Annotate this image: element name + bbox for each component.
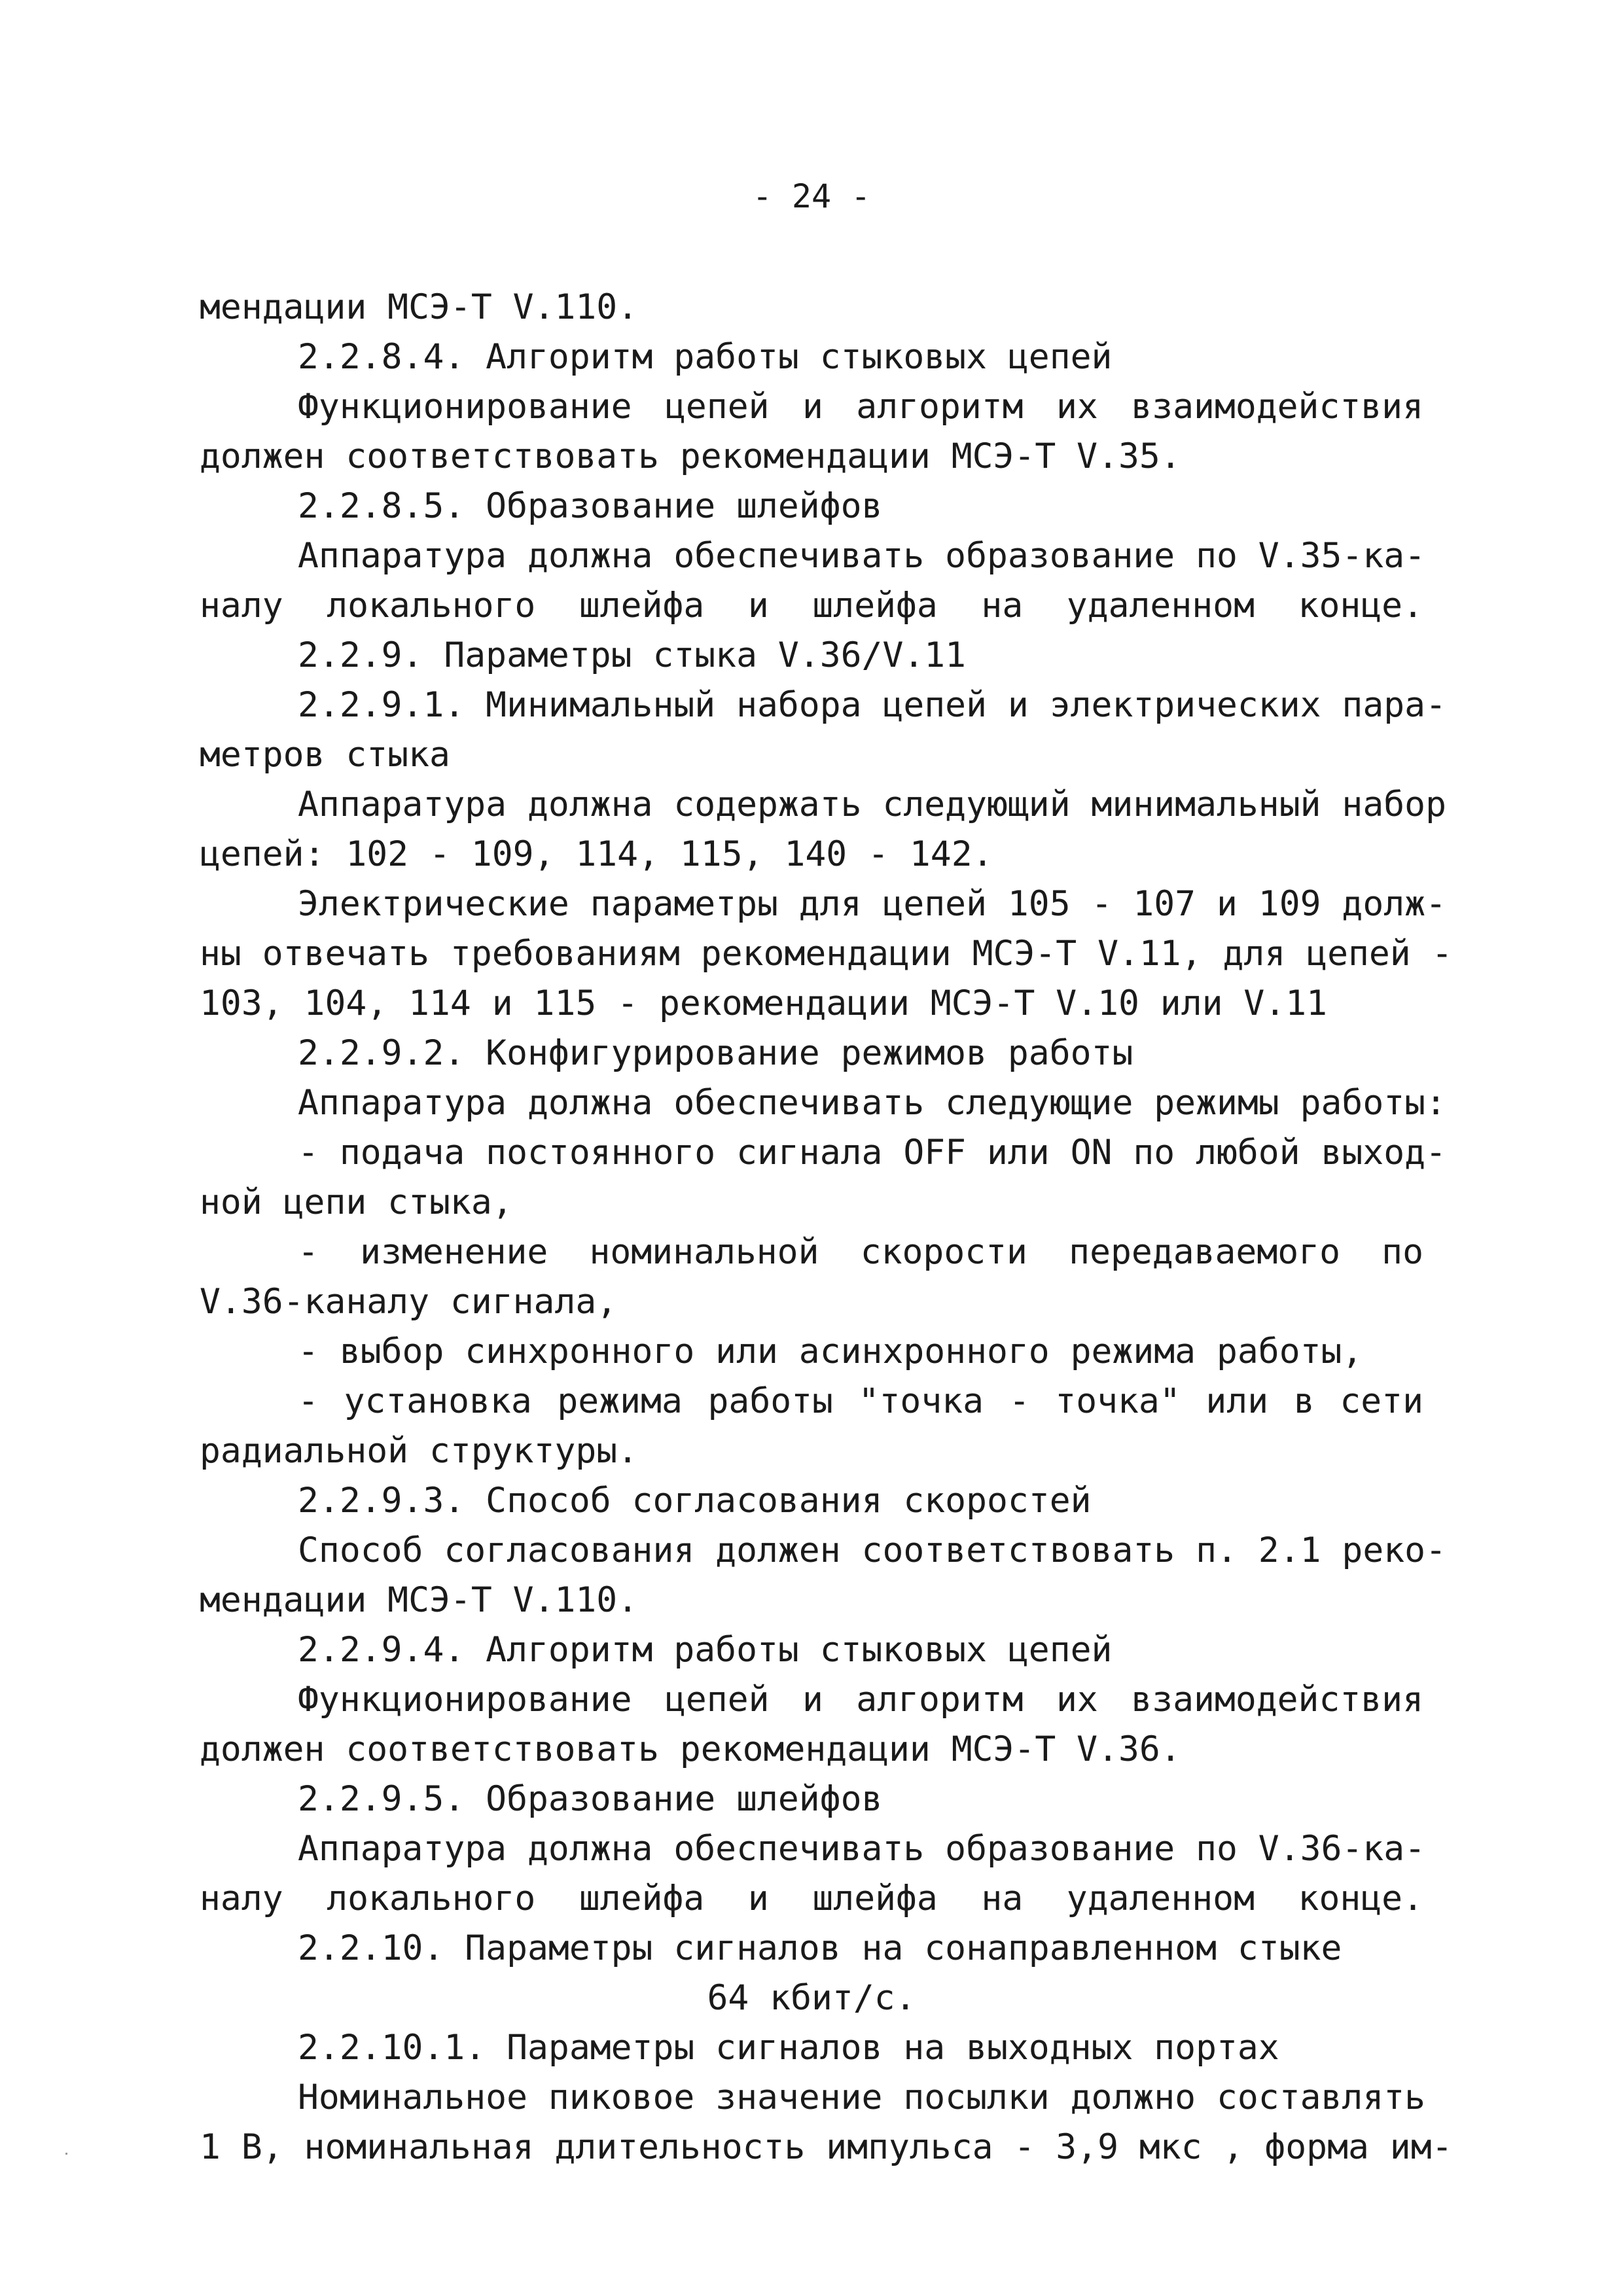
text-line: V.36-каналу сигнала, xyxy=(200,1282,618,1322)
list-item: - установка режима работы "точка - точка" или в сети xyxy=(298,1381,1423,1421)
text-line: ной цепи стыка, xyxy=(200,1182,513,1222)
text-line: Номинальное пиковое значение посылки должно составлять xyxy=(298,2077,1426,2117)
text-line: должен соответствовать рекомендации МСЭ-Т V.35. xyxy=(200,436,1181,476)
section-heading: 2.2.9.3. Способ согласования скоростей xyxy=(298,1481,1092,1521)
text-line: налу локального шлейфа и шлейфа на удаленном конце. xyxy=(200,586,1423,626)
section-heading: 2.2.8.4. Алгоритм работы стыковых цепей xyxy=(298,337,1113,377)
section-heading: 2.2.9. Параметры стыка V.36/V.11 xyxy=(298,635,967,675)
section-heading: 2.2.8.5. Образование шлейфов xyxy=(298,486,883,526)
text-line: мендации МСЭ-Т V.110. xyxy=(200,1580,639,1620)
section-heading: 2.2.10.1. Параметры сигналов на выходных портах xyxy=(298,2028,1279,2068)
text-line: Аппаратура должна обеспечивать следующие режимы работы: xyxy=(298,1083,1446,1123)
text-line: мендации МСЭ-Т V.110. xyxy=(200,287,639,327)
list-item: - подача постоянного сигнала OFF или ON по любой выход- xyxy=(298,1133,1446,1173)
text-line: Функционирование цепей и алгоритм их взаимодействия xyxy=(298,387,1423,427)
section-heading-continuation: 64 кбит/с. xyxy=(707,1978,916,2018)
list-item: - изменение номинальной скорости передаваемого по xyxy=(298,1232,1423,1272)
list-item: - выбор синхронного или асинхронного режима работы, xyxy=(298,1332,1363,1371)
text-line: Способ согласования должен соответствовать п. 2.1 реко- xyxy=(298,1530,1446,1570)
text-line: 1 В, номинальная длительность импульса - 3,9 мкс , форма им- xyxy=(200,2127,1453,2167)
text-line: Функционирование цепей и алгоритм их взаимодействия xyxy=(298,1680,1423,1720)
text-line: Аппаратура должна обеспечивать образование по V.36-ка- xyxy=(298,1829,1426,1869)
text-line: ны отвечать требованиям рекомендации МСЭ-Т V.11, для цепей - xyxy=(200,934,1453,974)
text-line: 103, 104, 114 и 115 - рекомендации МСЭ-Т V.10 или V.11 xyxy=(200,983,1328,1023)
text-line: должен соответствовать рекомендации МСЭ-Т V.36. xyxy=(200,1729,1181,1769)
text-line: метров стыка xyxy=(200,735,450,775)
text-line: Электрические параметры для цепей 105 - 107 и 109 долж- xyxy=(298,884,1446,924)
page-number: - 24 - xyxy=(752,177,871,215)
text-line: цепей: 102 - 109, 114, 115, 140 - 142. xyxy=(200,834,993,874)
section-heading: 2.2.9.2. Конфигурирование режимов работы xyxy=(298,1033,1133,1073)
section-heading: 2.2.9.5. Образование шлейфов xyxy=(298,1779,883,1819)
section-heading: 2.2.9.1. Минимальный набора цепей и электрических пара- xyxy=(298,685,1446,725)
text-line: налу локального шлейфа и шлейфа на удаленном конце. xyxy=(200,1879,1423,1918)
text-line: Аппаратура должна содержать следующий минимальный набор xyxy=(298,785,1446,824)
section-heading: 2.2.9.4. Алгоритм работы стыковых цепей xyxy=(298,1630,1113,1670)
section-heading: 2.2.10. Параметры сигналов на сонаправленном стыке xyxy=(298,1928,1342,1968)
scan-speck xyxy=(65,2153,67,2155)
text-line: Аппаратура должна обеспечивать образование по V.35-ка- xyxy=(298,536,1426,576)
text-line: радиальной структуры. xyxy=(200,1431,639,1471)
